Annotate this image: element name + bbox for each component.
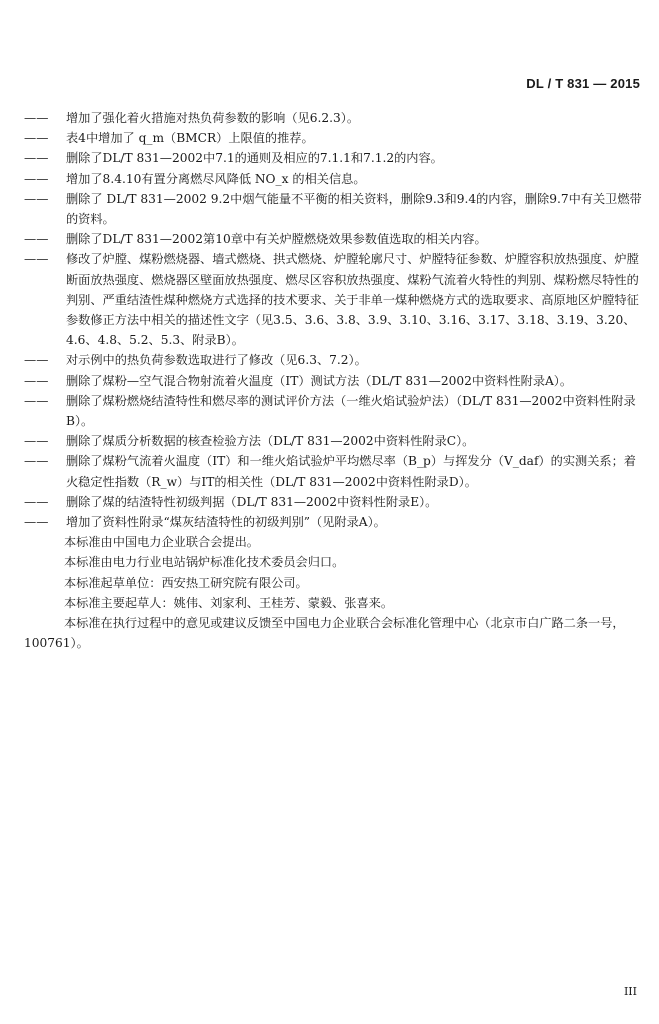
change-item [24, 512, 646, 532]
dash-marker: —— [24, 373, 49, 388]
dash-marker: —— [24, 191, 49, 206]
dash-marker: —— [24, 232, 49, 247]
dash-marker: —— [24, 111, 49, 125]
page-number: III [623, 985, 637, 998]
change-item-text: 对示例中的热负荷参数选取进行了修改（见6.3、7.2）。 [66, 353, 367, 368]
change-item-text: 增加了资料性附录“煤灰结渣特性的初级判别”（见附录A）。 [66, 515, 386, 530]
change-item-text: 删除了煤的结渣特性初级判据（DL/T 831—2002中资料性附录E）。 [66, 494, 438, 509]
change-item-text: 删除了DL/T 831—2002中7.1的通则及相应的7.1.1和7.1.2的内容。 [66, 151, 443, 166]
proposer-statement: 本标准由中国电力企业联合会提出。 [64, 535, 259, 550]
change-item-text: 删除了 DL/T 831—2002 9.2中烟气能量不平衡的相关资料，删除9.3和9.4的内容，删除9.7中有关卫燃带的资料。 [66, 191, 642, 227]
change-item-text: 删除了煤粉气流着火温度（IT）和一维火焰试验炉平均燃尽率（B_p）与挥发分（V_daf）的实测关系；着火稳定性指数（R_w）与IT的相关性（DL/T 831—2002中资料性附录D）。 [66, 454, 636, 489]
foreword-body [24, 108, 646, 653]
dash-marker: —— [24, 151, 49, 166]
dash-marker: —— [24, 454, 49, 469]
change-item-text: 增加了8.4.10有置分离燃尽风降低 NO_x 的相关信息。 [66, 171, 366, 186]
dash-marker: —— [24, 494, 49, 509]
document-code: DL / T 831 — 2015 [526, 76, 640, 91]
change-item-text: 删除了DL/T 831—2002第10章中有关炉膛燃烧效果参数值选取的相关内容。 [66, 232, 487, 247]
dash-marker: —— [24, 252, 49, 267]
change-item [24, 391, 646, 431]
change-item [24, 492, 646, 512]
change-item [24, 431, 646, 451]
main-drafters: 本标准主要起草人：姚伟、刘家利、王桂芳、蒙毅、张喜来。 [64, 595, 394, 610]
dash-marker: —— [24, 131, 49, 146]
change-item [24, 249, 646, 350]
change-item [24, 189, 646, 229]
change-item-text: 删除了煤粉燃烧结渣特性和燃尽率的测试评价方法（一维火焰试验炉法）（DL/T 831—2002中资料性附录B）。 [66, 393, 636, 429]
dash-marker: —— [24, 393, 49, 408]
change-item-text: 删除了煤粉—空气混合物射流着火温度（IT）测试方法（DL/T 831—2002中资料性附录A）。 [66, 373, 573, 388]
change-item [24, 350, 646, 370]
dash-marker: —— [24, 171, 49, 186]
change-item-text: 表4中增加了 q_m（BMCR）上限值的推荐。 [66, 131, 314, 146]
dash-marker: —— [24, 353, 49, 368]
committee-statement: 本标准由电力行业电站锅炉标准化技术委员会归口。 [64, 555, 345, 570]
drafting-unit: 本标准起草单位：西安热工研究院有限公司。 [64, 575, 308, 590]
change-item [24, 371, 646, 391]
dash-marker: —— [24, 515, 49, 530]
change-item [24, 148, 646, 168]
change-item-text: 删除了煤质分析数据的核查检验方法（DL/T 831—2002中资料性附录C）。 [66, 434, 475, 449]
change-item-text: 修改了炉膛、煤粉燃烧器、墙式燃烧、拱式燃烧、炉膛轮廓尺寸、炉膛特征参数、炉膛容积放热强度、炉膛断面放热强度、燃烧器区壁面放热强度、燃尽区容积放热强度、煤粉气流着火特性的判别、煤粉燃尽特性的判别、严重结渣性煤种燃烧方式选择的技术要求、关于非单一煤种燃烧方式的选取要求、高原地区炉膛特征参数修正方法中相关的描述性文字（见3.5、3.6、3.8、3.9、3.10、3.16、3.17、3.18、3.19、3.20、4.6、4.8、5.2、5.3、附录B）。 [66, 252, 639, 348]
change-item-text: 增加了强化着火措施对热负荷参数的影响（见6.2.3）。 [66, 111, 360, 125]
change-item [24, 229, 646, 249]
change-item [24, 108, 646, 128]
change-item [24, 169, 646, 189]
dash-marker: —— [24, 434, 49, 449]
change-item [24, 128, 646, 148]
change-item [24, 451, 646, 491]
feedback-statement: 本标准在执行过程中的意见或建议反馈至中国电力企业联合会标准化管理中心（北京市白广路二条一号，100761）。 [24, 616, 625, 651]
